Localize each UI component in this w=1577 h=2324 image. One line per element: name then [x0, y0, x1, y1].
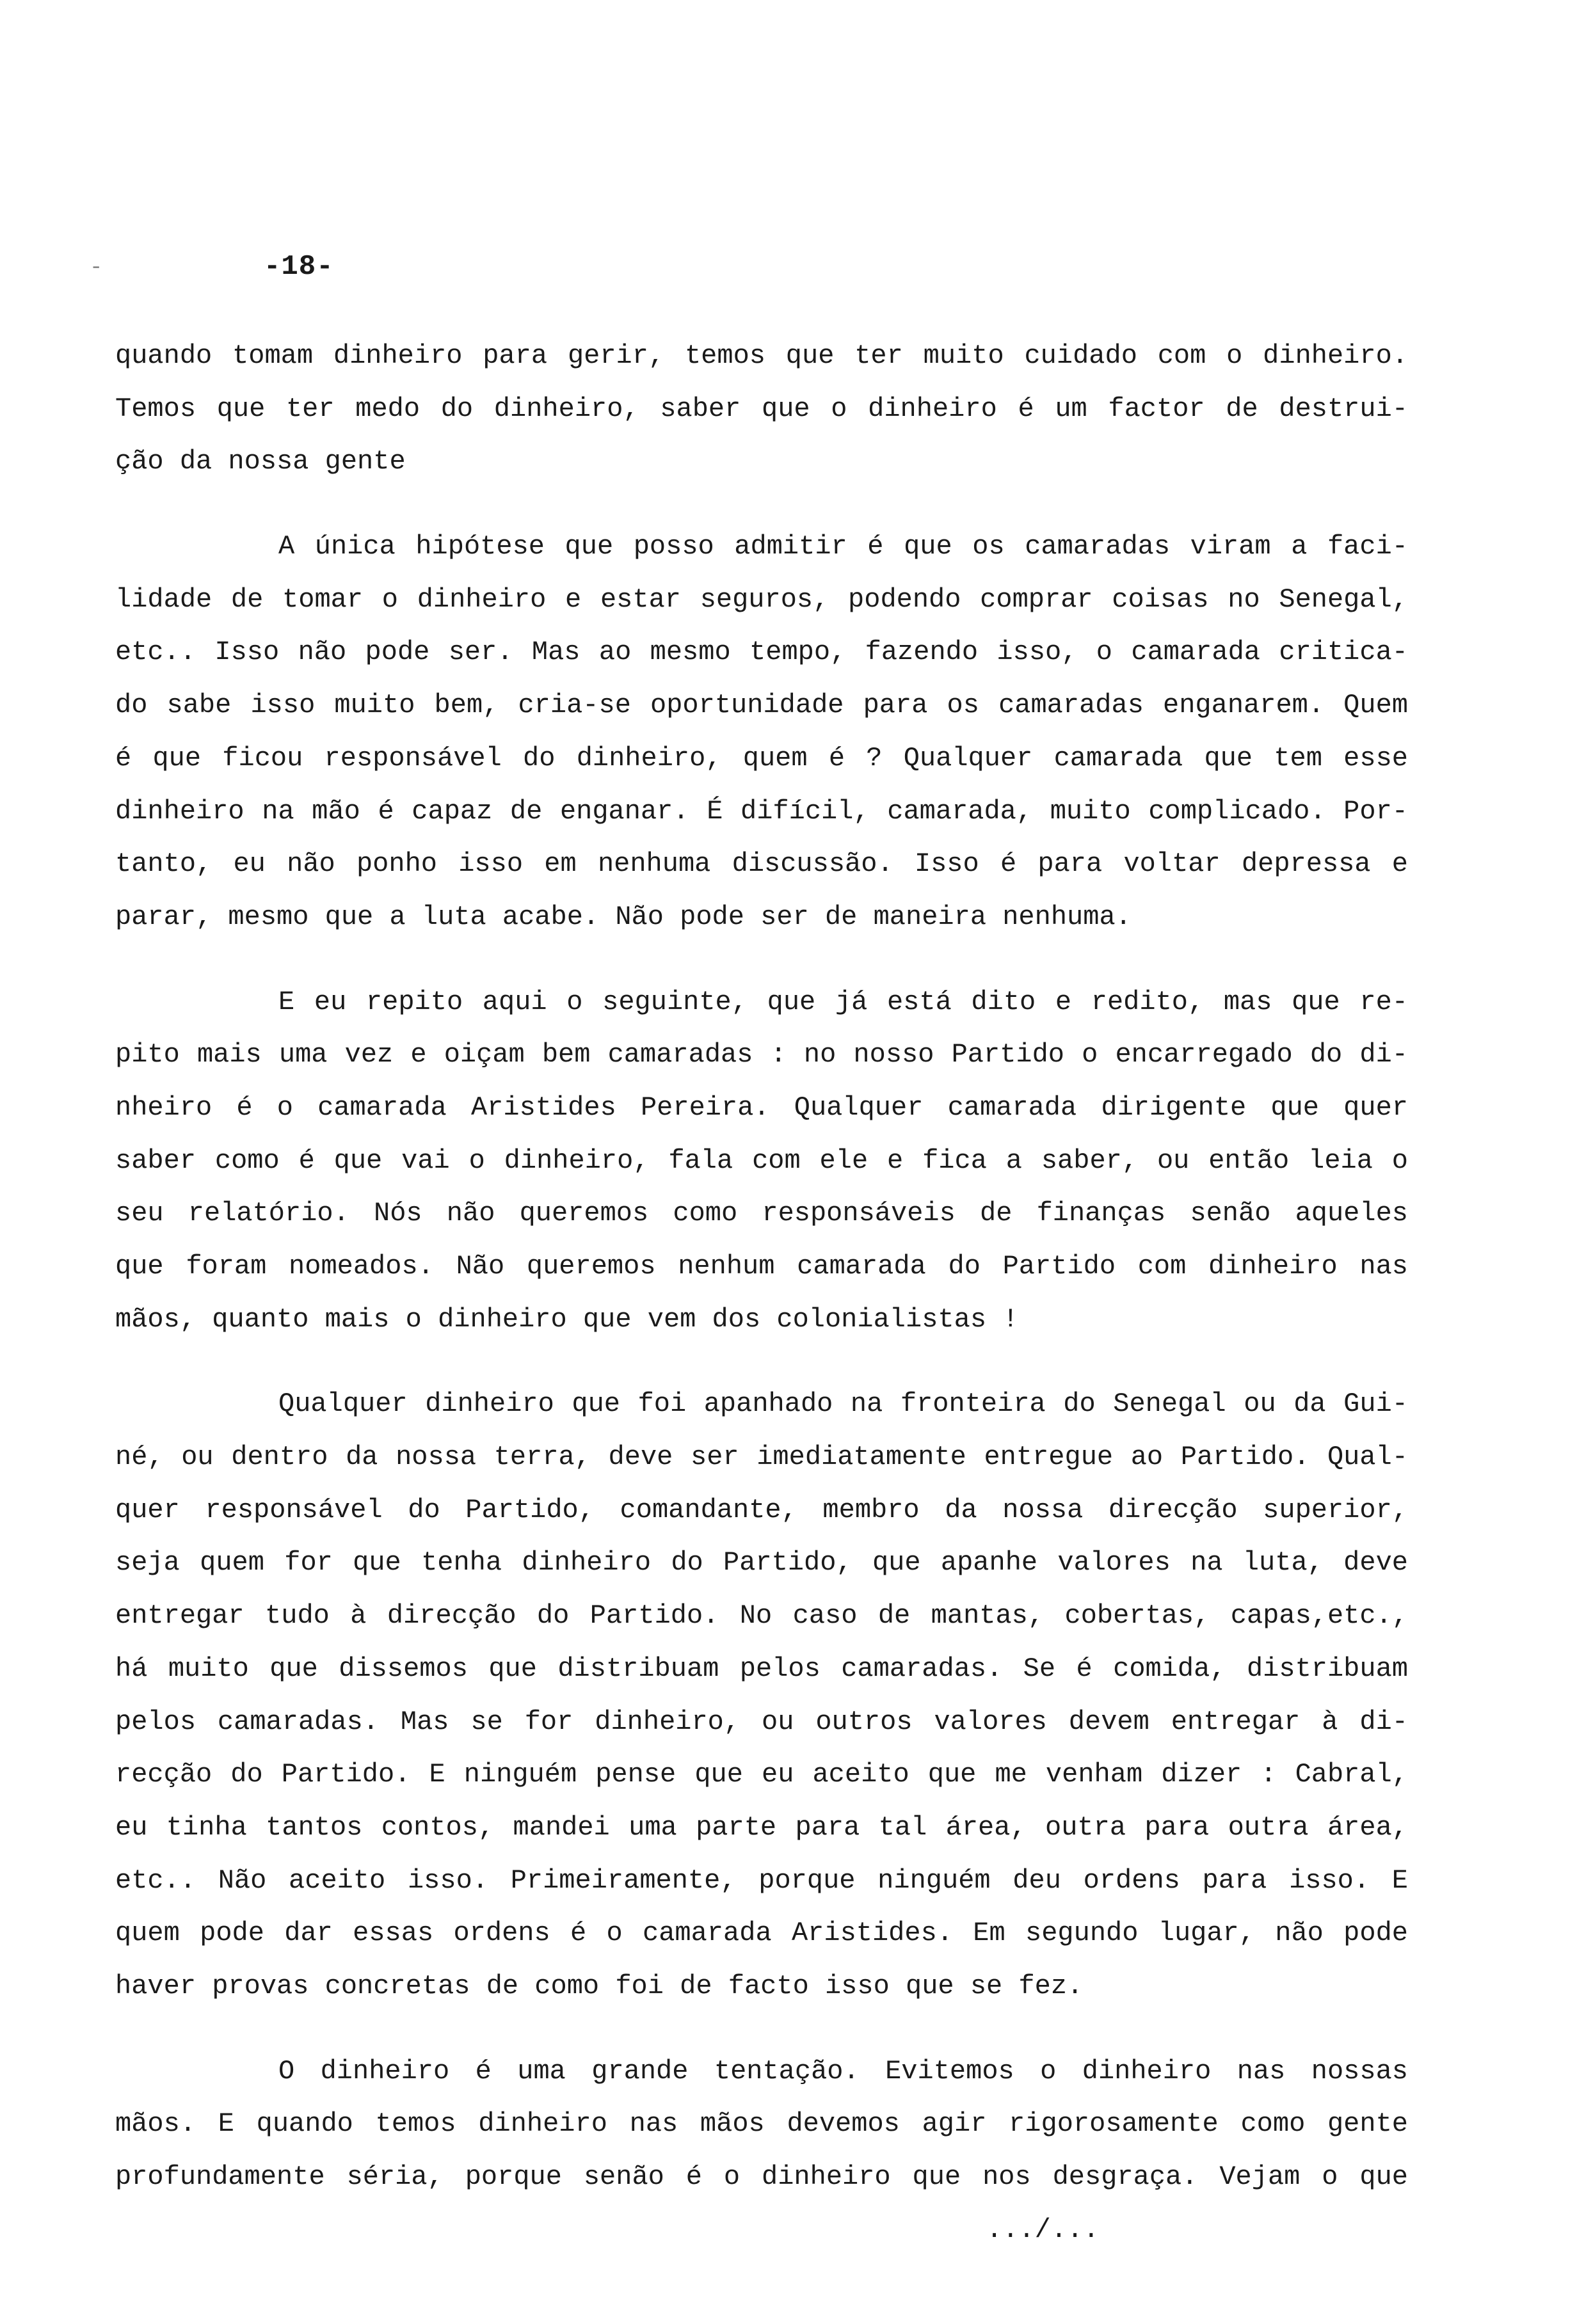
- paragraph-gap: [115, 2013, 1408, 2045]
- text-line: parar, mesmo que a luta acabe. Não pode ser de maneira nenhuma.: [115, 901, 1132, 932]
- text-line: pelos camaradas. Mas se for dinheiro, ou outros valores devem entregar à di-: [115, 1706, 1408, 1737]
- text-line: saber como é que vai o dinheiro, fala com ele e fica a saber, ou então leia o: [115, 1145, 1408, 1176]
- page-number: -18-: [264, 251, 334, 283]
- text-line: haver provas concretas de como foi de facto isso que se fez.: [115, 1970, 1084, 2002]
- text-line: quando tomam dinheiro para gerir, temos que ter muito cuidado com o dinheiro.: [115, 340, 1408, 371]
- text-line: mãos, quanto mais o dinheiro que vem dos colonialistas !: [115, 1303, 1019, 1335]
- text-line: seu relatório. Nós não queremos como responsáveis de finanças senão aqueles: [115, 1198, 1408, 1229]
- text-line: E eu repito aqui o seguinte, que já está dito e redito, mas que re-: [278, 986, 1408, 1017]
- text-line: Temos que ter medo do dinheiro, saber que o dinheiro é um factor de destrui-: [115, 393, 1408, 424]
- text-line: quem pode dar essas ordens é o camarada Aristides. Em segundo lugar, não pode: [115, 1918, 1408, 1949]
- text-line: é que ficou responsável do dinheiro, quem é ? Qualquer camarada que tem esse: [115, 742, 1408, 774]
- text-line: mãos. E quando temos dinheiro nas mãos devemos agir rigorosamente como gente: [115, 2108, 1408, 2140]
- text-line: que foram nomeados. Não queremos nenhum camarada do Partido com dinheiro nas: [115, 1251, 1408, 1282]
- text-line: Qualquer dinheiro que foi apanhado na fronteira do Senegal ou da Gui-: [278, 1389, 1408, 1420]
- text-line: do sabe isso muito bem, cria-se oportunidade para os camaradas enganarem. Quem: [115, 690, 1408, 721]
- text-line: nheiro é o camarada Aristides Pereira. Qualquer camarada dirigente que quer: [115, 1092, 1408, 1123]
- text-line: etc.. Não aceito isso. Primeiramente, porque ninguém deu ordens para isso. E: [115, 1865, 1408, 1896]
- text-line: .../...: [115, 2214, 1100, 2245]
- paragraph-gap: [115, 488, 1408, 520]
- text-line: pito mais uma vez e oiçam bem camaradas : no nosso Partido o encarregado do di-: [115, 1039, 1408, 1070]
- paragraph-gap: [115, 1346, 1408, 1378]
- body-text: [115, 330, 1408, 2256]
- text-line: quer responsável do Partido, comandante, membro da nossa direcção superior,: [115, 1494, 1408, 1525]
- text-line: entregar tudo à direcção do Partido. No caso de mantas, cobertas, capas,etc.,: [115, 1600, 1408, 1632]
- text-line: tanto, eu não ponho isso em nenhuma discussão. Isso é para voltar depressa e: [115, 848, 1408, 880]
- margin-mark: -: [90, 256, 103, 280]
- text-line: profundamente séria, porque senão é o dinheiro que nos desgraça. Vejam o que: [115, 2161, 1408, 2192]
- text-line: recção do Partido. E ninguém pense que eu aceito que me venham dizer : Cabral,: [115, 1759, 1408, 1790]
- text-line: ção da nossa gente: [115, 446, 406, 477]
- paragraph-gap: [115, 944, 1408, 976]
- text-line: A única hipótese que posso admitir é que os camaradas viram a faci-: [278, 531, 1408, 562]
- text-line: O dinheiro é uma grande tentação. Evitemos o dinheiro nas nossas: [278, 2055, 1408, 2087]
- text-line: dinheiro na mão é capaz de enganar. É difícil, camarada, muito complicado. Por-: [115, 795, 1408, 827]
- text-line: lidade de tomar o dinheiro e estar seguros, podendo comprar coisas no Senegal,: [115, 584, 1408, 615]
- text-line: eu tinha tantos contos, mandei uma parte para tal área, outra para outra área,: [115, 1811, 1408, 1843]
- text-line: há muito que dissemos que distribuam pelos camaradas. Se é comida, distribuam: [115, 1653, 1408, 1684]
- text-line: etc.. Isso não pode ser. Mas ao mesmo tempo, fazendo isso, o camarada critica-: [115, 637, 1408, 668]
- text-line: né, ou dentro da nossa terra, deve ser imediatamente entregue ao Partido. Qual-: [115, 1442, 1408, 1473]
- text-line: seja quem for que tenha dinheiro do Partido, que apanhe valores na luta, deve: [115, 1547, 1408, 1579]
